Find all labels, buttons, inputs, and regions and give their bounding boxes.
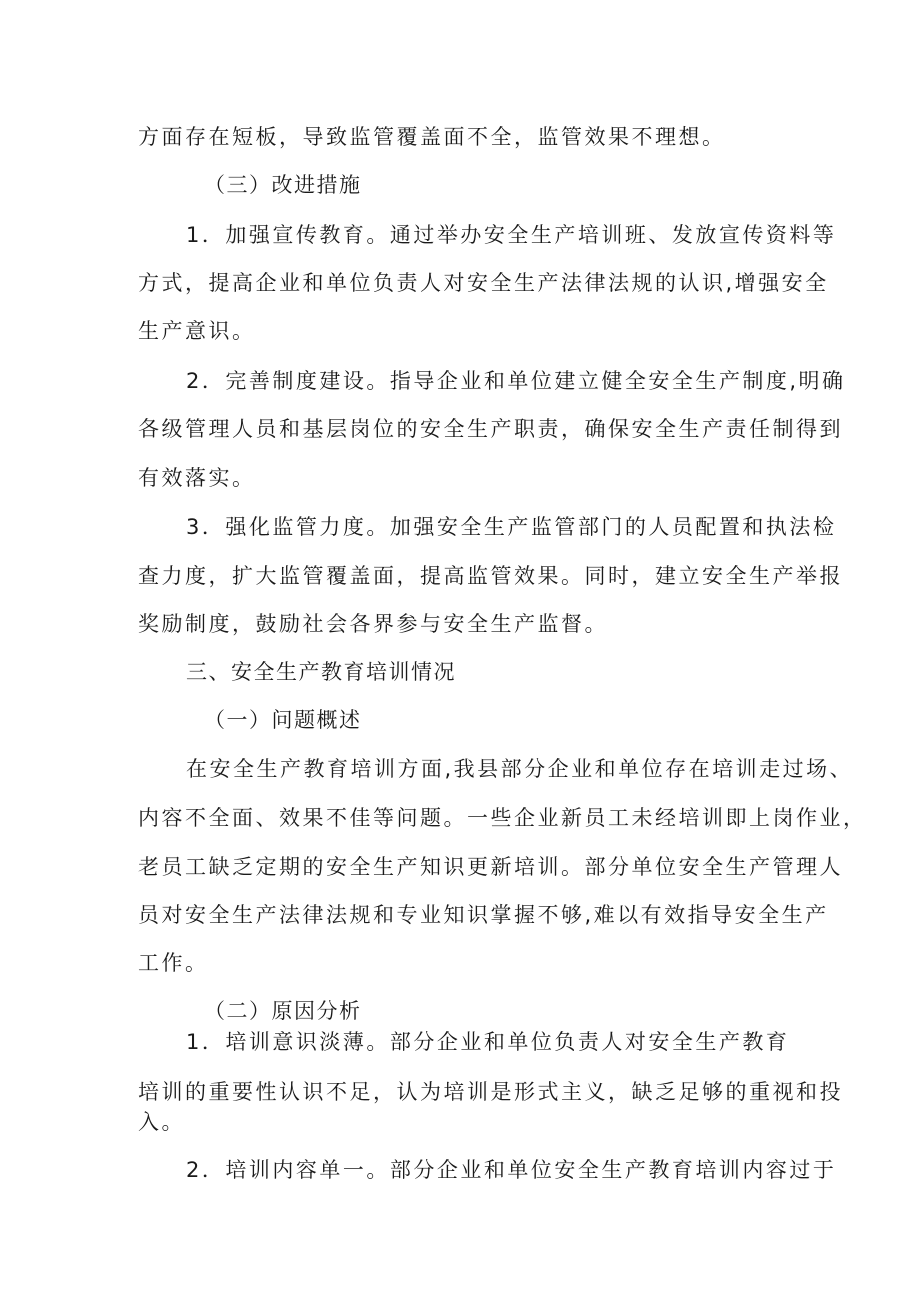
paragraph-line: 2．培训内容单一。部分企业和单位安全生产教育培训内容过于	[186, 1158, 837, 1182]
section-heading: （一）问题概述	[204, 708, 362, 732]
paragraph-line: 工作。	[138, 951, 209, 975]
section-heading: 三、安全生产教育培训情况	[186, 660, 456, 684]
paragraph-line: 各级管理人员和基层岗位的安全生产职责，确保安全生产责任制得到	[138, 417, 843, 441]
paragraph-line: 1．加强宣传教育。通过举办安全生产培训班、发放宣传资料等	[186, 223, 837, 247]
paragraph-line: 入。	[138, 1110, 185, 1134]
paragraph-line: 方面存在短板，导致监管覆盖面不全，监管效果不理想。	[138, 125, 726, 149]
section-heading: （三）改进措施	[204, 173, 362, 197]
paragraph-line: 员对安全生产法律法规和专业知识掌握不够,难以有效指导安全生产	[138, 903, 829, 927]
section-heading: （二）原因分析	[204, 999, 362, 1023]
paragraph-line: 在安全生产教育培训方面,我县部分企业和单位存在培训走过场、	[186, 757, 854, 781]
paragraph-line: 方式，提高企业和单位负责人对安全生产法律法规的认识,增强安全	[138, 271, 829, 295]
paragraph-line: 培训的重要性认识不足，认为培训是形式主义，缺乏足够的重视和投	[138, 1080, 843, 1104]
paragraph-line: 2．完善制度建设。指导企业和单位建立健全安全生产制度,明确	[186, 369, 846, 393]
paragraph-line: 内容不全面、效果不佳等问题。一些企业新员工未经培训即上岗作业，	[138, 806, 867, 830]
paragraph-line: 查力度，扩大监管覆盖面，提高监管效果。同时，建立安全生产举报	[138, 564, 843, 588]
paragraph-line: 有效落实。	[138, 466, 256, 490]
paragraph-line: 老员工缺乏定期的安全生产知识更新培训。部分单位安全生产管理人	[138, 855, 843, 879]
paragraph-line: 3．强化监管力度。加强安全生产监管部门的人员配置和执法检	[186, 515, 837, 539]
paragraph-line: 生产意识。	[138, 319, 256, 343]
paragraph-line: 奖励制度，鼓励社会各界参与安全生产监督。	[138, 612, 608, 636]
paragraph-line: 1．培训意识淡薄。部分企业和单位负责人对安全生产教育	[186, 1030, 790, 1054]
